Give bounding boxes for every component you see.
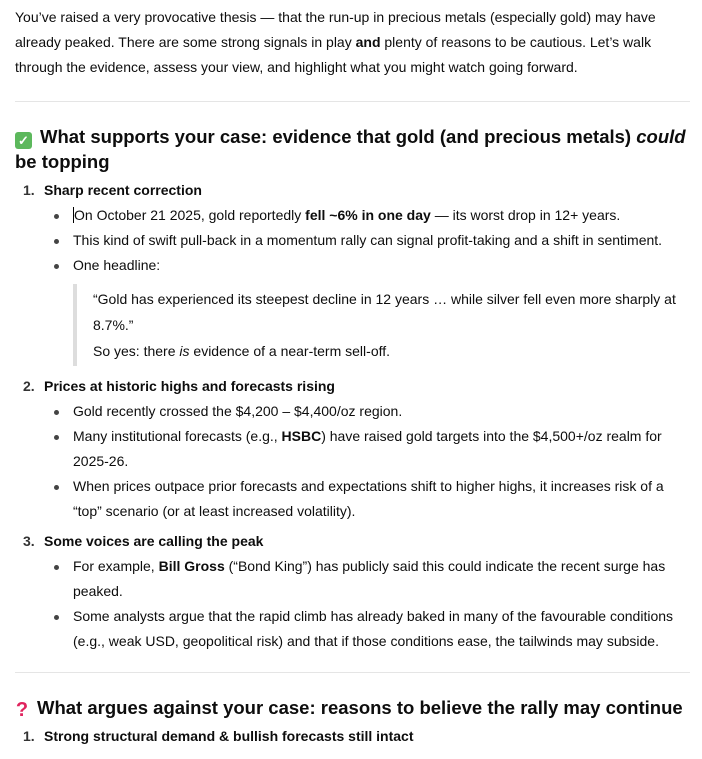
list-item [15,374,690,524]
bullet-bold: Bill Gross [158,558,225,574]
quote-italic: is [179,343,190,359]
quote-conclusion [93,338,690,364]
quote-text: “Gold has experienced its steepest decline in 12 years … while silver fell even more sharply at 8.7%.” [93,291,676,333]
list-item [15,724,690,749]
intro-paragraph [15,5,690,80]
quote-conclusion-text-end: evidence of a near-term sell-off. [189,343,391,359]
list-item-title: Some voices are calling the peak [44,533,264,549]
heading-text-end: be topping [15,151,110,172]
quote-conclusion-text: So yes: there [93,343,180,359]
bullet-item [44,424,690,474]
list-number: 1. [23,728,35,744]
list-item-title: Strong structural demand & bullish forecasts still intact [44,728,414,744]
section-heading-against [15,695,690,720]
question-mark-icon: ? [15,699,29,721]
bullet-item [44,554,690,604]
heading-text: What supports your case: evidence that gold (and precious metals) [40,126,637,147]
bullet-item: Some analysts argue that the rapid climb has already baked in many of the favourable conditions (e.g., weak USD, geopolitical risk) and that if those conditions ease, the tailwinds may subside. [44,604,690,654]
heading-italic: could [636,126,686,147]
heading-text: What argues against your case: reasons to believe the rally may continue [37,697,683,718]
bullet-list [44,554,690,654]
check-mark-button-icon: ✓ [15,132,32,149]
bullet-text: ) have raised gold targets into the $4,500+/oz realm for 2025-26. [73,428,662,469]
list-item [15,529,690,654]
list-number: 2. [23,378,35,394]
intro-bold: and [355,34,381,50]
bullet-item: When prices outpace prior forecasts and expectations shift to higher highs, it increases risk of a “top” scenario (or at least increased volatility). [44,474,690,524]
bullet-text: — its worst drop in 12+ years. [430,207,621,223]
bullet-bold: fell ~6% in one day [305,207,431,223]
bullet-list [44,203,690,278]
bullet-item [44,203,690,228]
section-heading-supports [15,124,690,174]
bullet-item: This kind of swift pull-back in a momentum rally can signal profit-taking and a shift in sentiment. [44,228,690,253]
bullet-text: Many institutional forecasts (e.g., [73,428,282,444]
bullet-list [44,399,690,524]
intro-text-end: plenty of reasons to be cautious. Let’s walk through the evidence, assess your view, and highlight what you might watch going forward. [15,34,652,75]
bullet-bold: HSBC [281,428,322,444]
list-item [15,178,690,366]
intro-text: You’ve raised a very provocative thesis — that the run-up in precious metals (especially gold) may have already peaked. There are some strong signals in play [15,9,656,50]
list-number: 3. [23,533,35,549]
against-list [15,724,690,749]
bullet-text: On October 21 2025, gold reportedly [74,207,306,223]
bullet-text: For example, [73,558,159,574]
divider [15,672,690,673]
bullet-text: (“Bond King”) has publicly said this could indicate the recent surge has peaked. [73,558,666,599]
bullet-item: One headline: [44,253,690,278]
supports-list [15,178,690,654]
list-item-title: Prices at historic highs and forecasts rising [44,378,335,394]
list-item-title: Sharp recent correction [44,182,202,198]
blockquote [73,284,690,366]
bullet-item: Gold recently crossed the $4,200 – $4,400/oz region. [44,399,690,424]
divider [15,101,690,102]
list-number: 1. [23,182,35,198]
